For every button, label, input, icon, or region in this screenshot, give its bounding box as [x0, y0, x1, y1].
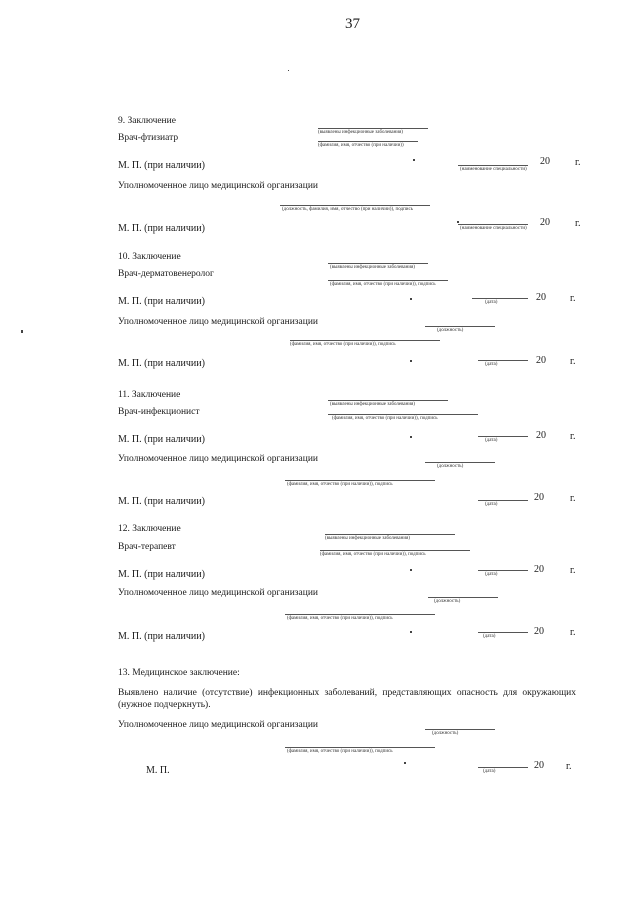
- section-heading: 11. Заключение: [118, 390, 181, 400]
- date-caption: (дата): [485, 572, 498, 577]
- section-heading: 13. Медицинское заключение:: [118, 668, 240, 678]
- doctor-caption: (выявлены инфекционные заболевания): [325, 536, 410, 541]
- year-prefix: 20: [534, 492, 544, 503]
- year-prefix: 20: [540, 156, 550, 167]
- name-caption: (фамилия, имя, отчество (при наличии)), подпись: [330, 282, 436, 287]
- doctor-caption: (выявлены инфекционные заболевания): [330, 265, 415, 270]
- auth-name-caption: (фамилия, имя, отчество (при наличии)), подпись: [287, 749, 393, 754]
- date-caption: (дата): [485, 438, 498, 443]
- year-suffix: г.: [570, 356, 576, 367]
- doctor-label: Врач-фтизиатр: [118, 133, 179, 143]
- mp-label: М. П. (при наличии): [118, 434, 205, 445]
- year-suffix: г.: [566, 761, 572, 772]
- auth-position-caption: (должность): [434, 599, 461, 604]
- doctor-caption: (выявлены инфекционные заболевания): [318, 130, 403, 135]
- year-suffix: г.: [575, 157, 581, 168]
- mp-label: М. П. (при наличии): [118, 223, 205, 234]
- scan-speck: [457, 221, 459, 223]
- doctor-label: Врач-дерматовенеролог: [118, 269, 214, 279]
- year-suffix: г.: [570, 431, 576, 442]
- year-prefix: 20: [536, 430, 546, 441]
- page-number: 37: [345, 16, 360, 32]
- date-caption: (дата): [483, 769, 496, 774]
- auth-name-caption: (фамилия, имя, отчество (при наличии)), подпись: [287, 482, 393, 487]
- mp-label: М. П. (при наличии): [118, 569, 205, 580]
- auth-position-caption: (должность): [437, 464, 464, 469]
- year-prefix: 20: [536, 292, 546, 303]
- authorized-person-label: Уполномоченное лицо медицинской организации: [118, 454, 318, 464]
- doctor-label: Врач-инфекционист: [118, 407, 200, 417]
- doctor-label: Врач-терапевт: [118, 542, 176, 552]
- scan-speck: [410, 631, 412, 633]
- auth-position-caption: (должность): [437, 328, 464, 333]
- year-prefix: 20: [540, 217, 550, 228]
- date-caption: (дата): [483, 634, 496, 639]
- auth-name-caption: (должность, фамилия, имя, отчество (при наличии)), подпись: [282, 207, 413, 212]
- auth-name-caption: (фамилия, имя, отчество (при наличии)), подпись: [290, 342, 396, 347]
- scan-speck: [410, 360, 412, 362]
- section-heading: 12. Заключение: [118, 524, 181, 534]
- authorized-person-label: Уполномоченное лицо медицинской организации: [118, 181, 318, 191]
- date-caption: (дата): [485, 362, 498, 367]
- mp-label: М. П.: [146, 765, 170, 776]
- year-prefix: 20: [534, 626, 544, 637]
- doctor-caption: (выявлены инфекционные заболевания): [330, 402, 415, 407]
- section-heading: 9. Заключение: [118, 116, 176, 126]
- date-caption: (дата): [485, 300, 498, 305]
- section-heading: 10. Заключение: [118, 252, 181, 262]
- scan-speck: [410, 298, 412, 300]
- final-conclusion-text: Выявлено наличие (отсутствие) инфекционных заболеваний, представляющих опасность для окружающих (нужное подчеркнуть).: [118, 688, 576, 710]
- date-caption: (дата): [485, 502, 498, 507]
- auth-position-caption: (должность): [432, 731, 459, 736]
- scan-speck: [410, 436, 412, 438]
- name-caption: (фамилия, имя, отчество (при наличии)), подпись: [332, 416, 438, 421]
- mp-label: М. П. (при наличии): [118, 496, 205, 507]
- mp-label: М. П. (при наличии): [118, 296, 205, 307]
- scan-speck: [21, 330, 23, 333]
- year-prefix: 20: [534, 760, 544, 771]
- year-suffix: г.: [570, 565, 576, 576]
- mp-label: М. П. (при наличии): [118, 358, 205, 369]
- scan-speck: [413, 159, 415, 161]
- scan-speck: [410, 569, 412, 571]
- authorized-person-label: Уполномоченное лицо медицинской организации: [118, 720, 318, 730]
- date-caption: (наименование специальности): [460, 226, 527, 231]
- name-caption: (фамилия, имя, отчество (при наличии)), подпись: [320, 552, 426, 557]
- year-suffix: г.: [575, 218, 581, 229]
- scan-speck: [288, 70, 289, 71]
- name-caption: (фамилия, имя, отчество (при наличии)): [318, 143, 404, 148]
- mp-label: М. П. (при наличии): [118, 160, 205, 171]
- scan-speck: [404, 762, 406, 764]
- auth-name-caption: (фамилия, имя, отчество (при наличии)), подпись: [287, 616, 393, 621]
- year-suffix: г.: [570, 293, 576, 304]
- authorized-person-label: Уполномоченное лицо медицинской организации: [118, 588, 318, 598]
- date-caption: (наименование специальности): [460, 167, 527, 172]
- year-suffix: г.: [570, 627, 576, 638]
- mp-label: М. П. (при наличии): [118, 631, 205, 642]
- year-prefix: 20: [536, 355, 546, 366]
- year-prefix: 20: [534, 564, 544, 575]
- authorized-person-label: Уполномоченное лицо медицинской организации: [118, 317, 318, 327]
- year-suffix: г.: [570, 493, 576, 504]
